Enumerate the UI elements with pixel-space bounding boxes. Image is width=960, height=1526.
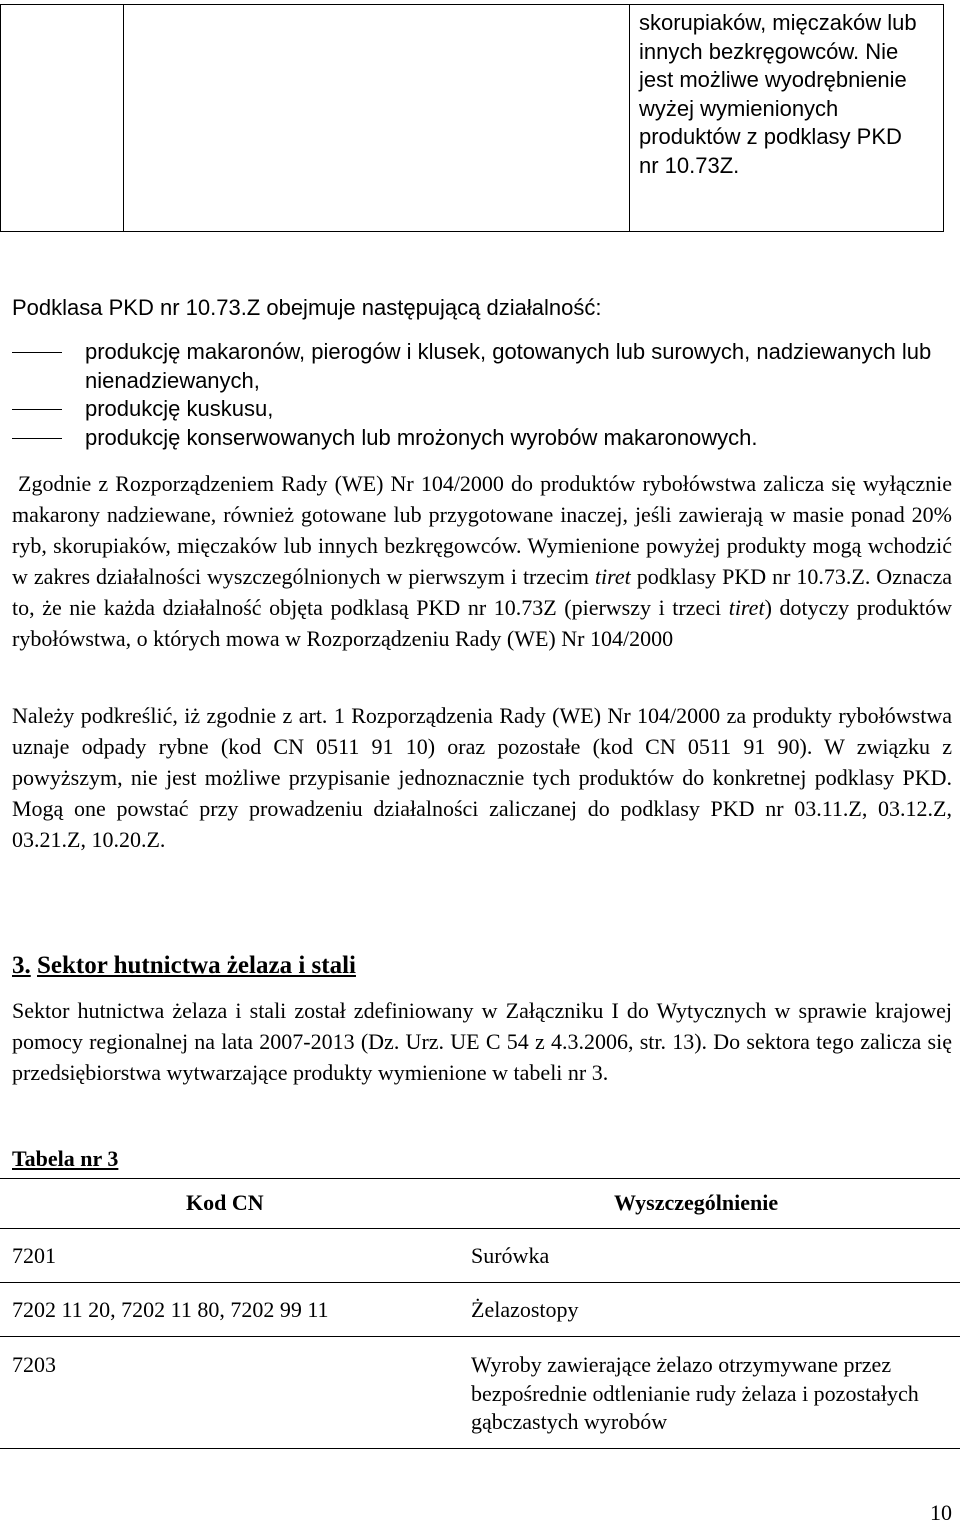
section-title: Sektor hutnictwa żelaza i stali [37,952,356,979]
dash-bullet-icon [12,352,62,353]
list-item [12,424,952,453]
table-rule [0,1448,960,1449]
list-item-text: produkcję konserwowanych lub mrożonych wyrobów makaronowych. [85,424,758,450]
list-item-text: produkcję kuskusu, [85,396,274,421]
dash-bullet-icon [12,409,62,410]
dash-bullet-icon [12,438,62,439]
italic-term: tiret [594,564,631,589]
table-divider [629,5,630,231]
table-cell-code: 7203 [12,1352,56,1377]
table-cell-code: 7201 [12,1243,56,1268]
table-rule [0,1178,960,1179]
paragraph-text: podklasy PKD nr 10.73.Z. Oznacza to, że nie każda działalność objęta podklasą PKD nr 10.73Z (pierwszy i trzeci [12,564,952,620]
paragraph-steel-sector: Sektor hutnictwa żelaza i stali został zdefiniowany w Załączniku I do Wytycznych w sprawie krajowej pomocy regionalnej na lata 2007-2013 (Dz. Urz. UE C 54 z 4.3.2006, str. 13). Do sektora tego zalicza się przedsiębiorstwa wytwarzające produkty wymienione w tabeli nr 3. [12,998,952,1085]
section-intro: Podklasa PKD nr 10.73.Z obejmuje następującą działalność: [12,295,602,320]
table-divider [123,5,124,231]
paragraph-text: Zgodnie z Rozporządzeniem Rady (WE) Nr 104/2000 do produktów rybołówstwa zalicza się wyłącznie makarony nadziewane, również gotowane lub przygotowane inaczej, jeśli zawierają w masie ponad 20% ryb, skorupiaków, mięczaków lub innych bezkręgowców. Wymienione powyżej produkty mogą wchodzić w zakres działalności wyszczególnionych w pierwszym i trzecim [12,471,952,589]
activity-list [12,338,952,452]
table-header-code: Kod CN [186,1190,264,1215]
section-heading [12,952,356,980]
list-item [12,395,952,424]
table-title: Tabela nr 3 [12,1146,119,1171]
table-rule [0,1228,960,1229]
paragraph-regulation [12,468,952,654]
table-cell-description: Wyroby zawierające żelazo otrzymywane przez bezpośrednie odtlenianie rudy żelaza i pozostałych gąbczastych wyrobów [471,1352,919,1434]
table-rule [0,1282,960,1283]
italic-term: tiret [728,595,765,620]
paragraph-fish-waste: Należy podkreślić, iż zgodnie z art. 1 Rozporządzenia Rady (WE) Nr 104/2000 za produkty rybołówstwa uznaje odpady rybne (kod CN 0511 91 10) oraz pozostałe (kod CN 0511 91 90). W związku z powyższym, nie jest możliwe przypisanie jednoznacznie tych produktów do konkretnej podklasy PKD. Mogą one powstać przy prowadzeniu działalności zaliczanej do podklasy PKD nr 03.11.Z, 03.12.Z, 03.21.Z, 10.20.Z. [12,703,952,852]
previous-table-fragment [0,4,944,232]
page-number: 10 [930,1500,952,1525]
list-item-text: produkcję makaronów, pierogów i klusek, gotowanych lub surowych, nadziewanych lub nienadziewanych, [85,339,932,393]
table-rule [0,1336,960,1337]
list-item [12,338,952,395]
paragraph-text: ) dotyczy produktów rybołówstwa, o których mowa w Rozporządzeniu Rady (WE) Nr 104/2000 [12,595,953,651]
table-cell-description: Żelazostopy [471,1297,579,1322]
table-header-description: Wyszczególnienie [614,1190,779,1215]
table-cell-description: Surówka [471,1243,550,1268]
table-cell-code: 7202 11 20, 7202 11 80, 7202 99 11 [12,1297,329,1322]
table-cell-text: skorupiaków, mięczaków lub innych bezkręgowców. Nie jest możliwe wyodrębnienie wyżej wymienionych produktów z podklasy PKD nr 10.73Z. [639,10,917,178]
section-number: 3. [12,952,31,979]
